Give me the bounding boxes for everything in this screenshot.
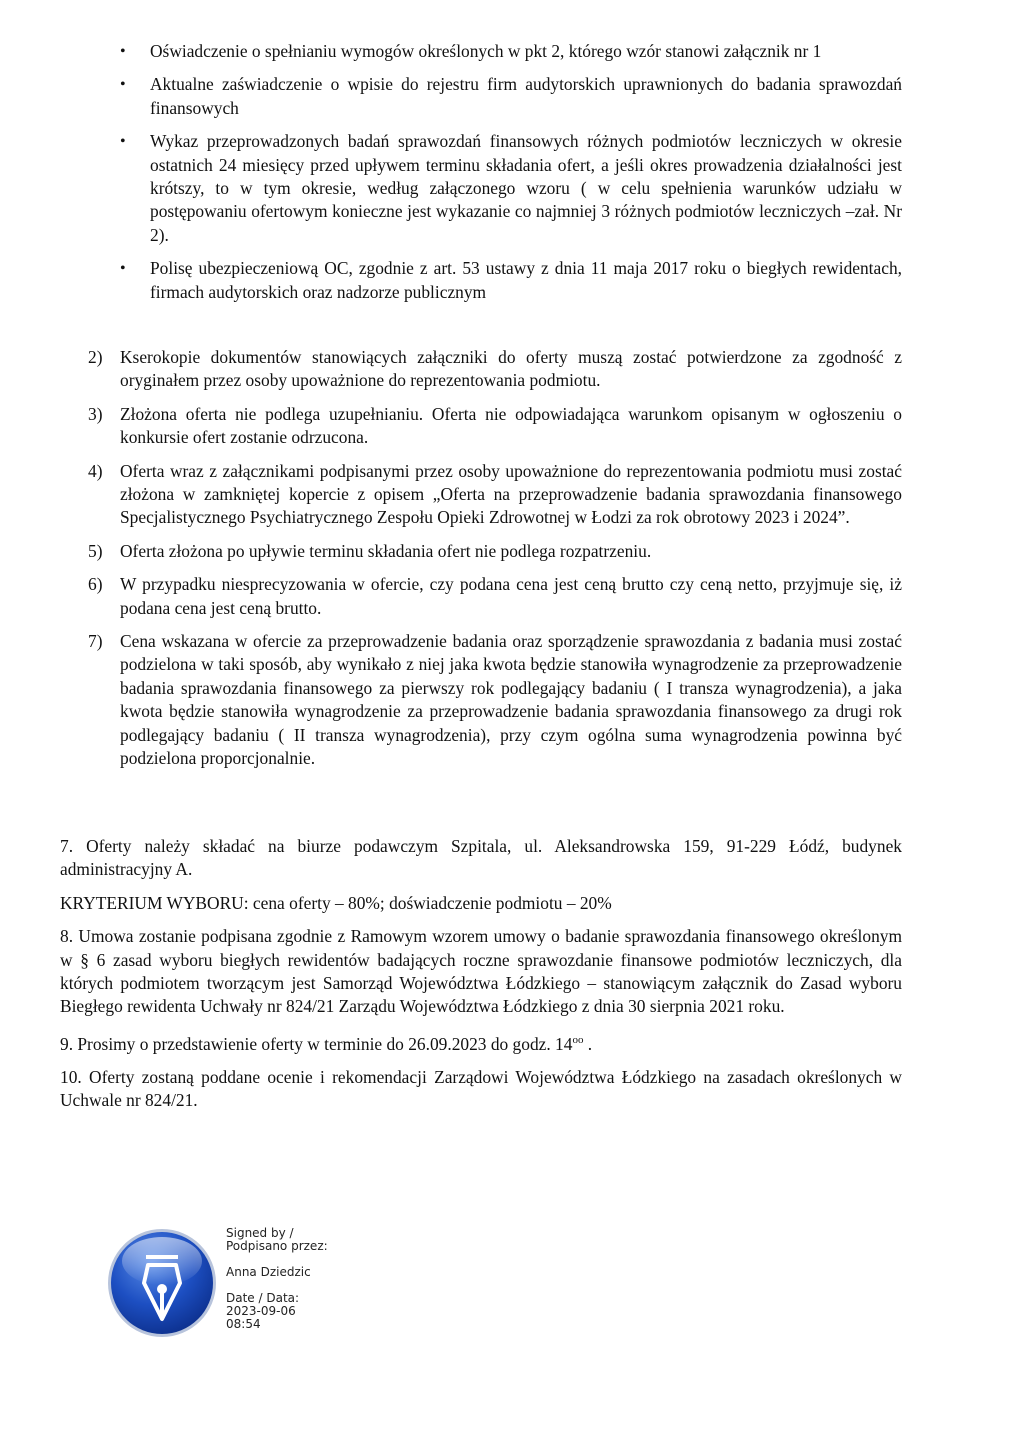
- digital-signature-block: [106, 1227, 366, 1347]
- signature-date: 2023-09-06: [226, 1304, 296, 1318]
- list-item: [116, 73, 902, 120]
- main-paragraphs: [60, 835, 902, 1123]
- signature-time: 08:54: [226, 1317, 261, 1331]
- signed-by-label-pl: Podpisano przez:: [226, 1239, 328, 1253]
- conditions-numbered-list: [82, 346, 902, 781]
- paragraph-selection-criteria: KRYTERIUM WYBORU: cena oferty – 80%; doświadczenie podmiotu – 20%: [60, 892, 612, 913]
- list-number: 6): [88, 574, 103, 595]
- list-item: [82, 460, 902, 530]
- list-item: [82, 540, 902, 563]
- list-item-text: Oferta złożona po upływie terminu składania ofert nie podlega rozpatrzeniu.: [120, 540, 652, 561]
- list-item-text: Aktualne zaświadczenie o wpisie do rejestru firm audytorskich uprawnionych do badania sprawozdań finansowych: [150, 74, 902, 118]
- date-label: Date / Data:: [226, 1291, 300, 1305]
- list-item-text: Złożona oferta nie podlega uzupełnianiu. Oferta nie odpowiadająca warunkom opisanym w ogłoszeniu o konkursie ofert zostanie odrzucona.: [120, 403, 902, 448]
- paragraph-contract: 8. Umowa zostanie podpisana zgodnie z Ramowym wzorem umowy o badanie sprawozdania finansowego określonym w § 6 zasad wyboru biegłych rewidentów badających roczne sprawozdanie finansowe podmiotów leczniczych, dla których podmiotem tworzącym jest Samorząd Województwa Łódzkiego – stanowiącym załącznik do Zasad wyboru Biegłego rewidenta Uchwały nr 824/21 Zarządu Województwa Łódzkiego z dnia 30 sierpnia 2021 roku.: [60, 926, 902, 1017]
- paragraph-deadline: [60, 1029, 902, 1056]
- list-item-text: Wykaz przeprowadzonych badań sprawozdań finansowych różnych podmiotów leczniczych w okresie ostatnich 24 miesięcy przed upływem terminu składania ofert, a jeśli okres prowadzenia działalności jest krótszy, to w tym okresie, według załączonego wzoru ( w celu spełnienia warunków udziału w postępowaniu ofertowym konieczne jest wykazanie co najmniej 3 różnych podmiotów leczniczych –zał. Nr 2).: [150, 131, 902, 245]
- list-item: [116, 130, 902, 247]
- list-item: [82, 346, 902, 393]
- deadline-text: 9. Prosimy o przedstawienie oferty w terminie do 26.09.2023 do godz. 14: [60, 1033, 573, 1054]
- list-item: [82, 573, 902, 620]
- paragraph-evaluation: 10. Oferty zostaną poddane ocenie i rekomendacji Zarządowi Województwa Łódzkiego na zasadach określonych w Uchwale nr 824/21.: [60, 1067, 902, 1111]
- list-item: [82, 403, 902, 450]
- list-number: 7): [88, 631, 103, 652]
- requirements-bullet-list: [116, 40, 902, 314]
- deadline-end: .: [583, 1033, 593, 1054]
- list-item: [116, 40, 902, 63]
- list-item-text: Polisę ubezpieczeniową OC, zgodnie z art. 53 ustawy z dnia 11 maja 2017 roku o biegłych rewidentach, firmach audytorskich oraz nadzorze publicznym: [150, 258, 902, 302]
- list-item-text: W przypadku niesprecyzowania w ofercie, czy podana cena jest ceną brutto czy ceną netto, przyjmuje się, iż podana cena jest ceną brutto.: [120, 574, 902, 618]
- list-item-text: Cena wskazana w ofercie za przeprowadzenie badania oraz sporządzenie sprawozdania z badania musi zostać podzielona w taki sposób, aby wynikało z niej jaka kwota będzie stanowiła wynagrodzenie za przeprowadzenie badania sprawozdania finansowego za pierwszy rok podlegający badaniu ( I transza wynagrodzenia), a jaka kwota będzie stanowiła wynagrodzenie za przeprowadzenie badania sprawozdania finansowego za drugi rok podlegający badaniu ( II transza wynagrodzenia), przy czym ogólna suma wynagrodzenia powinna być podzielona proporcjonalnie.: [120, 631, 902, 769]
- list-item-text: Oferta wraz z załącznikami podpisanymi przez osoby upoważnione do reprezentowania podmiotu musi zostać złożona w zamkniętej kopercie z opisem „Oferta na przeprowadzenie badania sprawozdania finansowego Specjalistycznego Psychiatrycznego Zespołu Opieki Zdrowotnej w Łodzi za rok obrotowy 2023 i 2024”.: [120, 460, 902, 528]
- list-number: 3): [88, 403, 103, 424]
- list-item: [116, 257, 902, 304]
- fountain-pen-nib-seal-icon: [106, 1227, 218, 1339]
- signer-name: Anna Dziedzic: [226, 1265, 311, 1279]
- list-item-text: Oświadczenie o spełnianiu wymogów określonych w pkt 2, którego wzór stanowi załącznik nr 1: [150, 41, 822, 61]
- list-number: 5): [88, 540, 103, 561]
- signature-text: [226, 1227, 366, 1331]
- list-number: 2): [88, 347, 103, 367]
- signed-by-label: Signed by /: [226, 1226, 294, 1240]
- list-item: [82, 630, 902, 770]
- deadline-minutes-superscript: oo: [572, 1033, 584, 1046]
- paragraph-submission-place: 7. Oferty należy składać na biurze podawczym Szpitala, ul. Aleksandrowska 159, 91-229 Łódź, budynek administracyjny A.: [60, 836, 902, 880]
- list-number: 4): [88, 460, 103, 481]
- list-item-text: Kserokopie dokumentów stanowiących załączniki do oferty muszą zostać potwierdzone za zgodność z oryginałem przez osoby upoważnione do reprezentowania podmiotu.: [120, 347, 902, 391]
